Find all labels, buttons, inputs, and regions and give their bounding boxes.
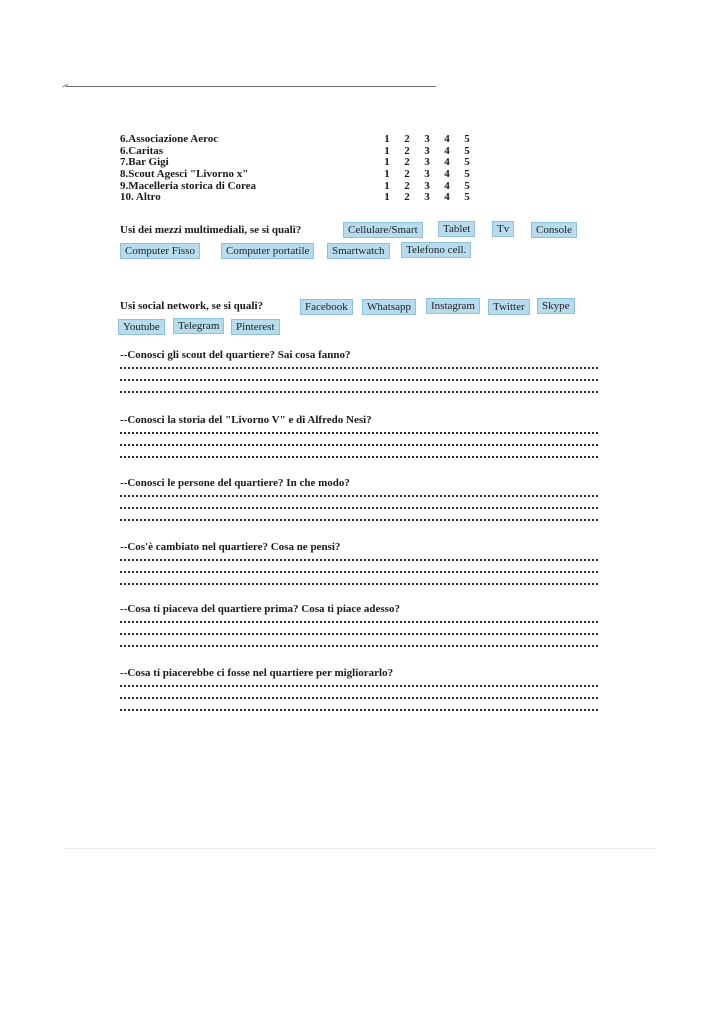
social-option[interactable]: Twitter bbox=[488, 299, 530, 315]
answer-line[interactable] bbox=[120, 621, 598, 623]
multimedia-option[interactable]: Computer portatile bbox=[221, 243, 314, 259]
rating-value[interactable]: 1 bbox=[384, 133, 390, 145]
scan-top-rule bbox=[66, 86, 436, 87]
social-option[interactable]: Facebook bbox=[300, 299, 353, 315]
rating-value[interactable]: 5 bbox=[464, 156, 470, 169]
rating-value[interactable]: 2 bbox=[404, 156, 410, 169]
answer-line[interactable] bbox=[120, 583, 598, 585]
social-option[interactable]: Instagram bbox=[426, 298, 480, 314]
rating-value[interactable]: 5 bbox=[464, 191, 470, 204]
rating-value[interactable]: 5 bbox=[464, 179, 470, 192]
rating-value[interactable]: 4 bbox=[444, 133, 450, 145]
open-question bbox=[120, 414, 600, 458]
rating-label: 8.Scout Agesci "Livorno x" bbox=[120, 168, 249, 181]
open-question bbox=[120, 349, 600, 393]
question-text: --Cosa ti piaceva del quartiere prima? Cosa ti piace adesso? bbox=[120, 603, 400, 615]
rating-value[interactable]: 2 bbox=[404, 191, 410, 204]
rating-value[interactable]: 5 bbox=[464, 144, 470, 157]
rating-value[interactable]: 1 bbox=[384, 144, 390, 157]
rating-value[interactable]: 2 bbox=[404, 168, 410, 181]
multimedia-option[interactable]: Console bbox=[531, 222, 577, 238]
rating-label: 7.Bar Gigi bbox=[120, 156, 169, 169]
answer-line[interactable] bbox=[120, 709, 598, 711]
multimedia-option[interactable]: Telefono cell. bbox=[401, 242, 471, 258]
answer-line[interactable] bbox=[120, 367, 598, 369]
rating-value[interactable]: 3 bbox=[424, 156, 430, 169]
rating-value[interactable]: 3 bbox=[424, 144, 430, 157]
rating-value[interactable]: 4 bbox=[444, 156, 450, 169]
multimedia-option[interactable]: Computer Fisso bbox=[120, 243, 200, 259]
answer-line[interactable] bbox=[120, 507, 598, 509]
answer-line[interactable] bbox=[120, 444, 598, 446]
rating-label: 6.Caritas bbox=[120, 144, 164, 157]
rating-value[interactable]: 4 bbox=[444, 168, 450, 181]
rating-value[interactable]: 5 bbox=[464, 133, 470, 145]
social-option[interactable]: Skype bbox=[537, 298, 575, 314]
answer-line[interactable] bbox=[120, 456, 598, 458]
rating-row bbox=[120, 192, 490, 204]
rating-value[interactable]: 4 bbox=[444, 191, 450, 204]
question-text: --Cos'è cambiato nel quartiere? Cosa ne pensi? bbox=[120, 541, 341, 553]
multimedia-option[interactable]: Tablet bbox=[438, 221, 475, 237]
answer-line[interactable] bbox=[120, 379, 598, 381]
rating-label: 10. Altro bbox=[120, 191, 161, 204]
social-option[interactable]: Whatsapp bbox=[362, 299, 416, 315]
rating-value[interactable]: 3 bbox=[424, 168, 430, 181]
question-text: --Conosci la storia del "Livorno V" e di Alfredo Nesi? bbox=[120, 414, 372, 426]
rating-label: 6.Associazione Aeroc bbox=[120, 133, 219, 145]
open-question bbox=[120, 603, 600, 647]
scan-bottom-rule bbox=[64, 848, 656, 849]
rating-value[interactable]: 1 bbox=[384, 179, 390, 192]
rating-value[interactable]: 2 bbox=[404, 179, 410, 192]
answer-line[interactable] bbox=[120, 519, 598, 521]
multimedia-option[interactable]: Smartwatch bbox=[327, 243, 390, 259]
multimedia-question: Usi dei mezzi multimediali, se si quali? bbox=[120, 224, 302, 236]
answer-line[interactable] bbox=[120, 633, 598, 635]
rating-value[interactable]: 3 bbox=[424, 191, 430, 204]
question-text: --Cosa ti piacerebbe ci fosse nel quartiere per migliorarlo? bbox=[120, 667, 394, 679]
rating-value[interactable]: 1 bbox=[384, 156, 390, 169]
answer-line[interactable] bbox=[120, 697, 598, 699]
rating-table bbox=[120, 134, 490, 204]
rating-label: 9.Macelleria storica di Corea bbox=[120, 179, 257, 192]
answer-line[interactable] bbox=[120, 685, 598, 687]
rating-value[interactable]: 3 bbox=[424, 133, 430, 145]
rating-row bbox=[120, 134, 490, 146]
social-option[interactable]: Telegram bbox=[173, 318, 224, 334]
answer-line[interactable] bbox=[120, 432, 598, 434]
rating-row bbox=[120, 146, 490, 158]
question-text: --Conosci le persone del quartiere? In che modo? bbox=[120, 477, 350, 489]
question-text: --Conosci gli scout del quartiere? Sai cosa fanno? bbox=[120, 349, 351, 361]
rating-row bbox=[120, 181, 490, 193]
rating-value[interactable]: 3 bbox=[424, 179, 430, 192]
rating-value[interactable]: 5 bbox=[464, 168, 470, 181]
rating-value[interactable]: 1 bbox=[384, 191, 390, 204]
rating-row bbox=[120, 169, 490, 181]
rating-value[interactable]: 1 bbox=[384, 168, 390, 181]
social-option[interactable]: Youtube bbox=[118, 319, 165, 335]
rating-value[interactable]: 4 bbox=[444, 179, 450, 192]
rating-value[interactable]: 2 bbox=[404, 144, 410, 157]
multimedia-option[interactable]: Tv bbox=[492, 221, 514, 237]
answer-line[interactable] bbox=[120, 495, 598, 497]
answer-line[interactable] bbox=[120, 571, 598, 573]
open-question bbox=[120, 541, 600, 585]
answer-line[interactable] bbox=[120, 559, 598, 561]
answer-line[interactable] bbox=[120, 391, 598, 393]
social-option[interactable]: Pinterest bbox=[231, 319, 280, 335]
rating-value[interactable]: 2 bbox=[404, 133, 410, 145]
answer-line[interactable] bbox=[120, 645, 598, 647]
open-question bbox=[120, 667, 600, 711]
social-question: Usi social network, se si quali? bbox=[120, 300, 264, 312]
rating-value[interactable]: 4 bbox=[444, 144, 450, 157]
multimedia-option[interactable]: Cellulare/Smart bbox=[343, 222, 423, 238]
open-question bbox=[120, 477, 600, 521]
